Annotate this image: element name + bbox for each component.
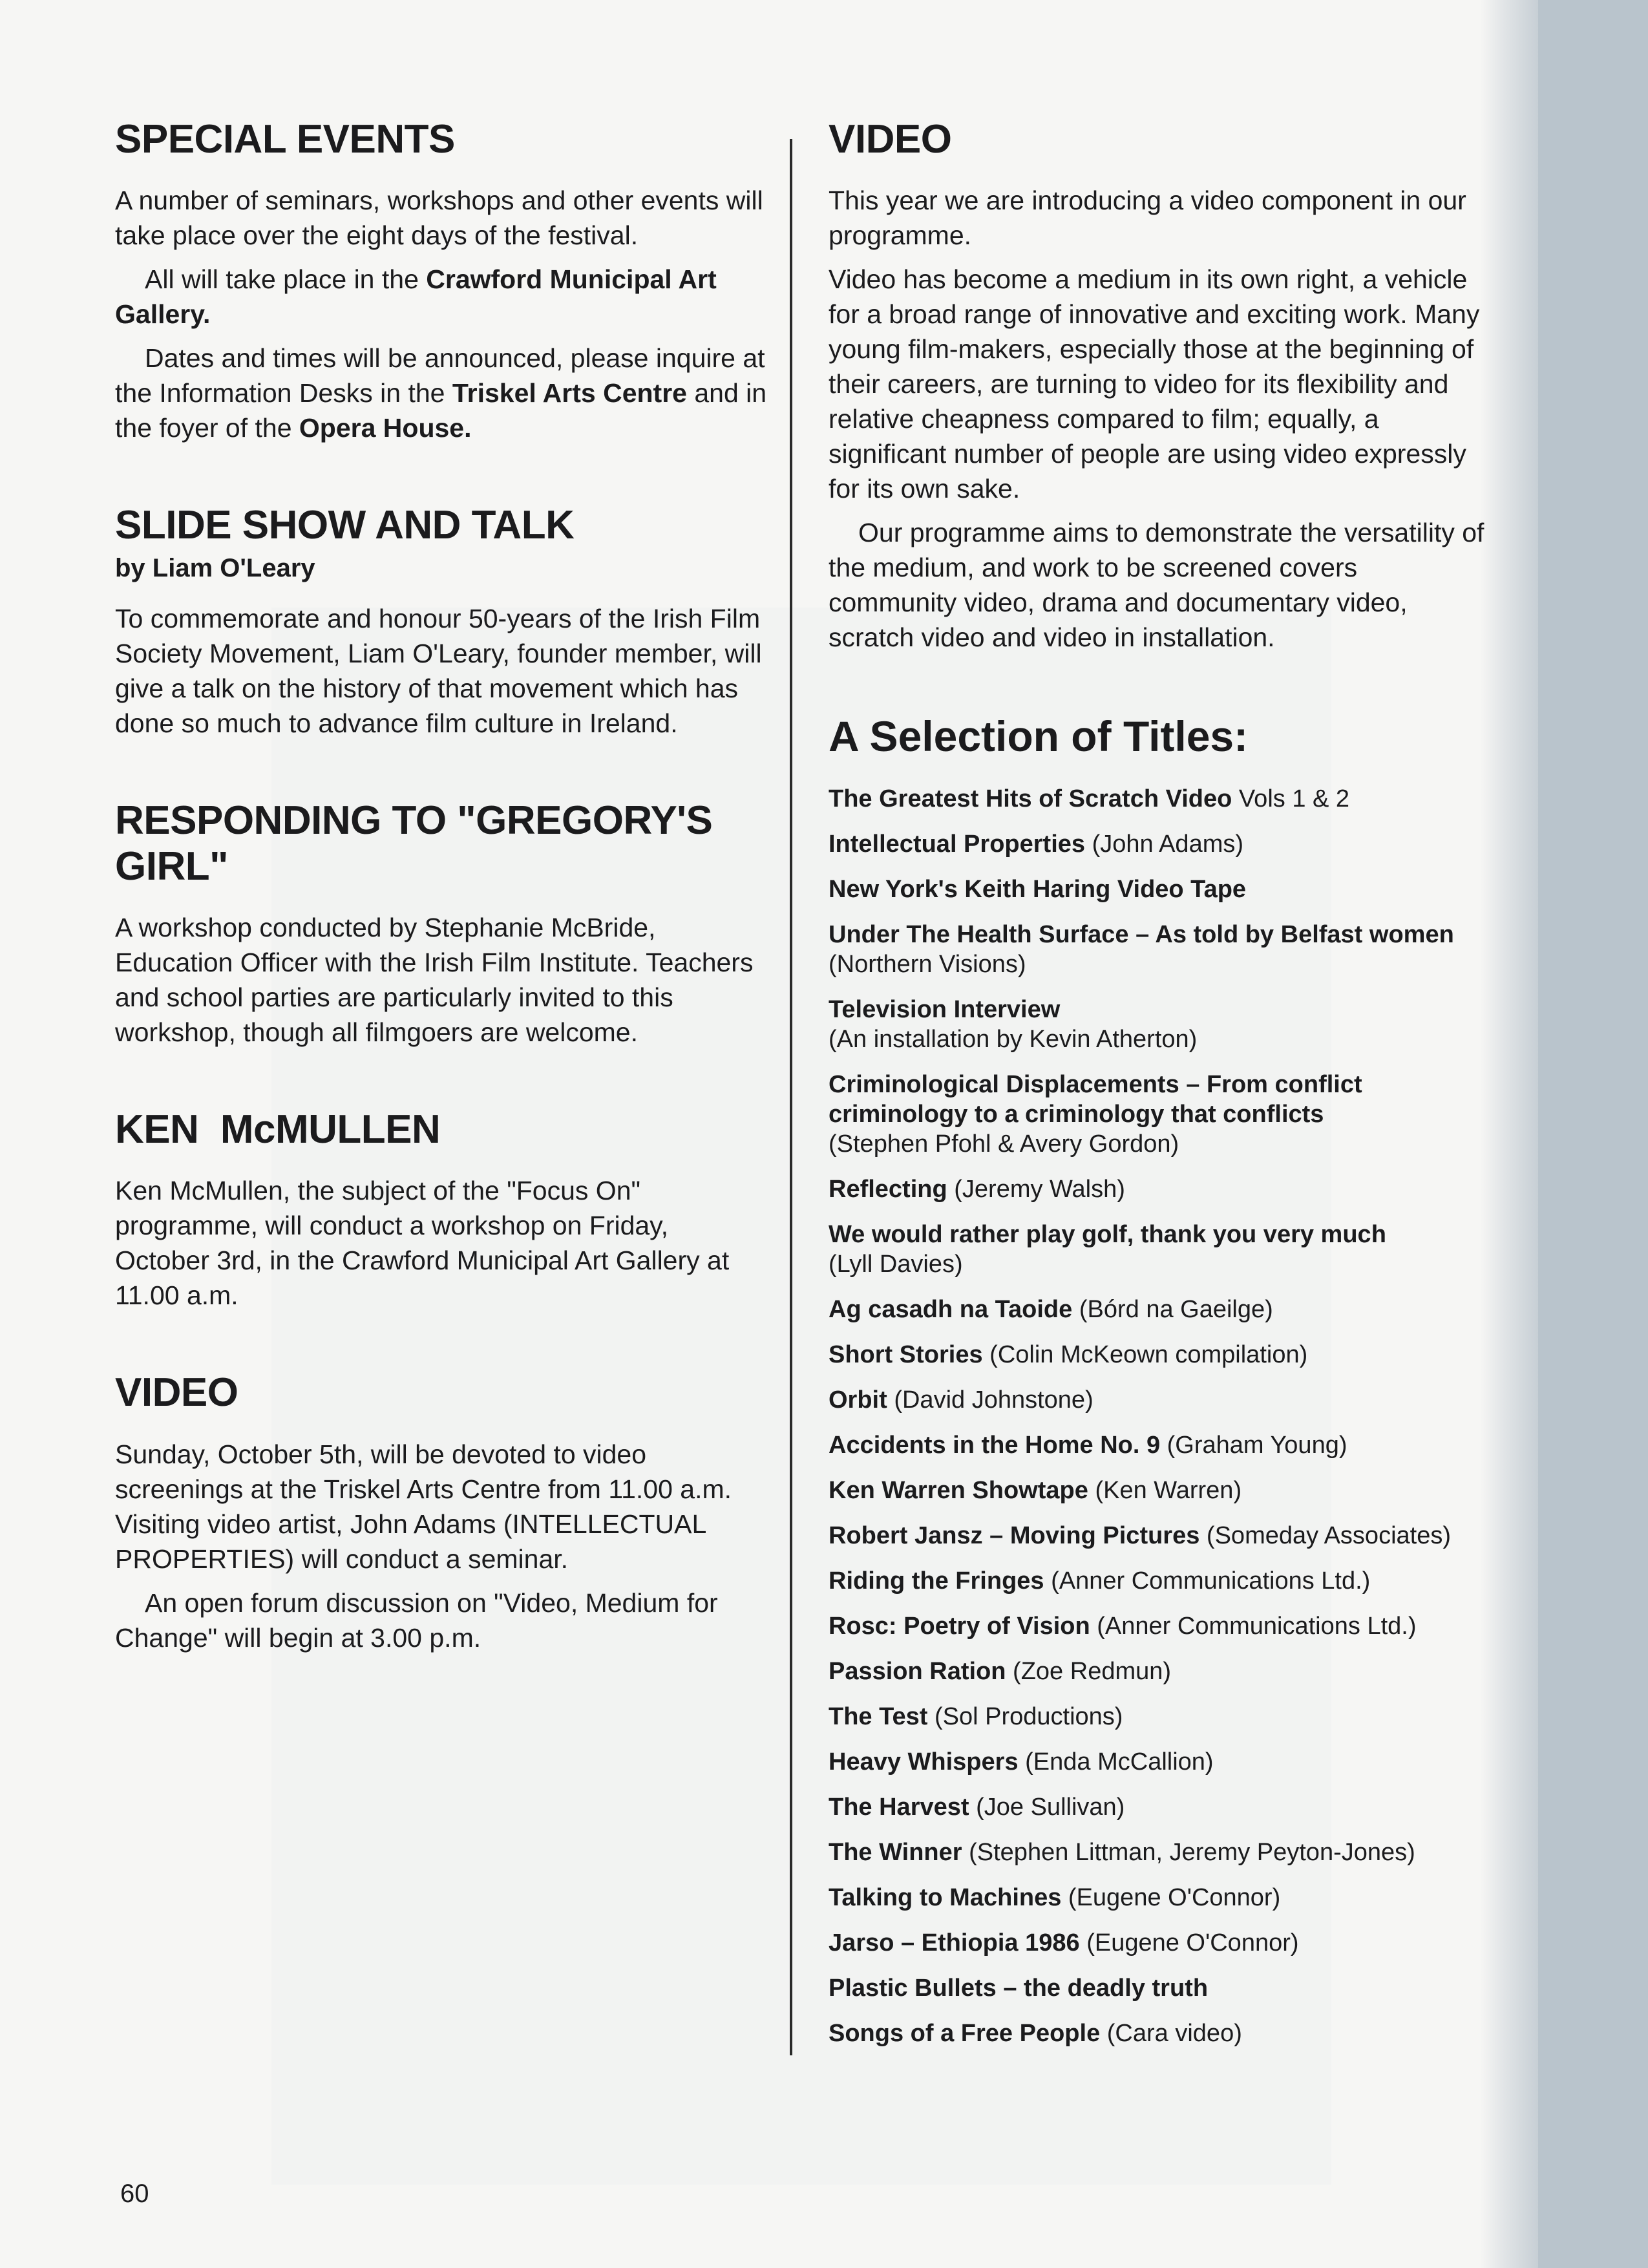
- title-credit: (Cara video): [1100, 2020, 1242, 2048]
- right-video-programme: Our programme aims to demonstrate the versatility of the medium, and work to be screened covers community video, drama and documentary video, scratch video and video in installation.: [829, 518, 1484, 653]
- title-credit: (Northern Visions): [829, 951, 1026, 979]
- title-item: [829, 1521, 1488, 1551]
- ken-mcmullen-section: [115, 1107, 768, 1313]
- title-credit: (Eugene O'Connor): [1079, 1929, 1299, 1957]
- title-item: [829, 1476, 1488, 1505]
- title-item: [829, 829, 1488, 859]
- venue-name: Crawford Municipal Art Gallery.: [115, 264, 717, 330]
- title-credit: (John Adams): [1085, 831, 1244, 858]
- gregorys-girl-heading: RESPONDING TO "GREGORY'S GIRL": [115, 798, 713, 889]
- title-credit: (An installation by Kevin Atherton): [829, 1026, 1198, 1054]
- title-name: The Test: [829, 1703, 928, 1731]
- title-credit: (Stephen Pfohl & Avery Gordon): [829, 1130, 1179, 1158]
- title-item: [829, 920, 1488, 979]
- opera-house-name: Opera House.: [299, 413, 472, 443]
- title-name: Under The Health Surface – As told by Belfast women: [829, 921, 1454, 949]
- slide-show-section: [115, 502, 768, 740]
- title-name: Reflecting: [829, 1176, 947, 1203]
- title-item: [829, 1566, 1488, 1596]
- slide-show-text: To commemorate and honour 50-years of the Irish Film Society Movement, Liam O'Leary, founder member, will give a talk on the history of that movement which has done so much to advance film culture in Ireland.: [115, 603, 762, 738]
- ken-mcmullen-text: Ken McMullen, the subject of the "Focus On" programme, will conduct a workshop on Friday, October 3rd, in the Crawford Municipal Art Gallery at 11.00 a.m.: [115, 1176, 730, 1311]
- title-item: [829, 1340, 1488, 1370]
- title-credit: (Ken Warren): [1088, 1477, 1242, 1505]
- title-name: New York's Keith Haring Video Tape: [829, 876, 1247, 904]
- title-item: [829, 1295, 1488, 1324]
- title-item: [829, 1792, 1488, 1822]
- left-video-text: Sunday, October 5th, will be devoted to video screenings at the Triskel Arts Centre from 11.00 a.m. Visiting video artist, John Adams (INTELLECTUAL PROPERTIES) will conduct a seminar.: [115, 1439, 732, 1574]
- page-number: 60: [120, 2179, 149, 2208]
- left-video-forum: An open forum discussion on "Video, Medium for Change" will begin at 3.00 p.m.: [115, 1587, 718, 1653]
- title-item: [829, 1883, 1488, 1913]
- title-credit: (Jeremy Walsh): [947, 1176, 1125, 1203]
- special-events-intro: A number of seminars, workshops and other events will take place over the eight days of the festival.: [115, 185, 763, 251]
- title-credit: (Bórd na Gaeilge): [1072, 1296, 1273, 1324]
- title-name: Criminological Displacements – From conflict criminology to a criminology that conflicts: [829, 1071, 1362, 1129]
- triskel-name: Triskel Arts Centre: [452, 378, 687, 408]
- title-name: Heavy Whispers: [829, 1748, 1019, 1776]
- title-credit: (Eugene O'Connor): [1061, 1884, 1281, 1912]
- title-item: [829, 1928, 1488, 1958]
- title-name: Orbit: [829, 1386, 887, 1414]
- title-name: Jarso – Ethiopia 1986: [829, 1929, 1080, 1957]
- title-name: Riding the Fringes: [829, 1567, 1044, 1595]
- special-events-dates: Dates and times will be announced, please inquire at the Information Desks in the Triskel Arts Centre and in the foyer of the Opera House.: [115, 343, 767, 443]
- title-name: Passion Ration: [829, 1658, 1006, 1686]
- title-credit: (Someday Associates): [1199, 1522, 1451, 1550]
- title-name: The Harvest: [829, 1794, 969, 1821]
- right-column: [829, 116, 1488, 2064]
- title-credit: Vols 1 & 2: [1232, 785, 1350, 813]
- title-credit: (Enda McCallion): [1018, 1748, 1214, 1776]
- title-credit: (Zoe Redmun): [1006, 1658, 1172, 1686]
- column-divider: [790, 139, 792, 2055]
- title-item: [829, 1657, 1488, 1686]
- title-credit: (Stephen Littman, Jeremy Peyton-Jones): [962, 1839, 1415, 1867]
- gregorys-girl-text: A workshop conducted by Stephanie McBride, Education Officer with the Irish Film Institute. Teachers and school parties are particularly invited to this workshop, though all filmgoers are welcome.: [115, 913, 754, 1048]
- left-video-section: [115, 1370, 768, 1655]
- title-name: Intellectual Properties: [829, 831, 1086, 858]
- title-credit: (Lyll Davies): [829, 1251, 963, 1278]
- title-item: [829, 1174, 1488, 1204]
- right-video-intro: This year we are introducing a video component in our programme.: [829, 185, 1466, 251]
- special-events-section: [115, 116, 768, 445]
- title-name: Ag casadh na Taoide: [829, 1296, 1073, 1324]
- title-credit: (Graham Young): [1160, 1432, 1347, 1459]
- title-name: Ken Warren Showtape: [829, 1477, 1088, 1505]
- title-item: [829, 1838, 1488, 1867]
- slide-show-heading: SLIDE SHOW AND TALK: [115, 503, 575, 548]
- title-name: We would rather play golf, thank you very much: [829, 1221, 1386, 1249]
- slide-show-byline: by Liam O'Leary: [115, 553, 315, 582]
- title-name: Robert Jansz – Moving Pictures: [829, 1522, 1200, 1550]
- title-item: [829, 874, 1488, 904]
- title-item: [829, 1430, 1488, 1460]
- title-name: Rosc: Poetry of Vision: [829, 1613, 1090, 1640]
- title-name: Songs of a Free People: [829, 2020, 1101, 2048]
- titles-list: [829, 784, 1488, 2048]
- title-credit: (David Johnstone): [887, 1386, 1093, 1414]
- title-item: [829, 784, 1488, 814]
- title-name: The Greatest Hits of Scratch Video: [829, 785, 1232, 813]
- title-item: [829, 1973, 1488, 2003]
- title-item: [829, 1220, 1488, 1279]
- title-credit: (Colin McKeown compilation): [982, 1341, 1308, 1369]
- gregorys-girl-section: [115, 798, 768, 1050]
- special-events-venue: All will take place in the Crawford Municipal Art Gallery.: [115, 264, 717, 330]
- title-item: [829, 1702, 1488, 1732]
- title-name: Talking to Machines: [829, 1884, 1062, 1912]
- title-credit: (Sol Productions): [927, 1703, 1123, 1731]
- title-credit: (Anner Communications Ltd.): [1090, 1613, 1417, 1640]
- selection-heading: A Selection of Titles:: [829, 712, 1249, 761]
- left-video-heading: VIDEO: [115, 1370, 238, 1415]
- left-column: [115, 116, 768, 1712]
- ken-mcmullen-heading: KEN McMULLEN: [115, 1107, 441, 1152]
- title-name: Accidents in the Home No. 9: [829, 1432, 1161, 1459]
- title-item: [829, 2019, 1488, 2048]
- title-name: The Winner: [829, 1839, 962, 1867]
- title-credit: (Anner Communications Ltd.): [1044, 1567, 1371, 1595]
- title-name: Short Stories: [829, 1341, 983, 1369]
- right-video-medium: Video has become a medium in its own right, a vehicle for a broad range of innovative and exciting work. Many young film-makers, especially those at the beginning of their careers, are turning to video for its flexibility and relative cheapness compared to film; equally, a significant number of people are using video expressly for its own sake.: [829, 264, 1480, 504]
- title-item: [829, 1070, 1488, 1159]
- title-item: [829, 1747, 1488, 1777]
- title-item: [829, 1385, 1488, 1415]
- title-name: Plastic Bullets – the deadly truth: [829, 1975, 1209, 2002]
- special-events-heading: SPECIAL EVENTS: [115, 117, 455, 162]
- page-edge: [1480, 0, 1538, 2268]
- title-item: [829, 995, 1488, 1054]
- title-credit: (Joe Sullivan): [969, 1794, 1125, 1821]
- right-video-heading: VIDEO: [829, 117, 952, 162]
- title-name: Television Interview: [829, 996, 1061, 1024]
- title-item: [829, 1611, 1488, 1641]
